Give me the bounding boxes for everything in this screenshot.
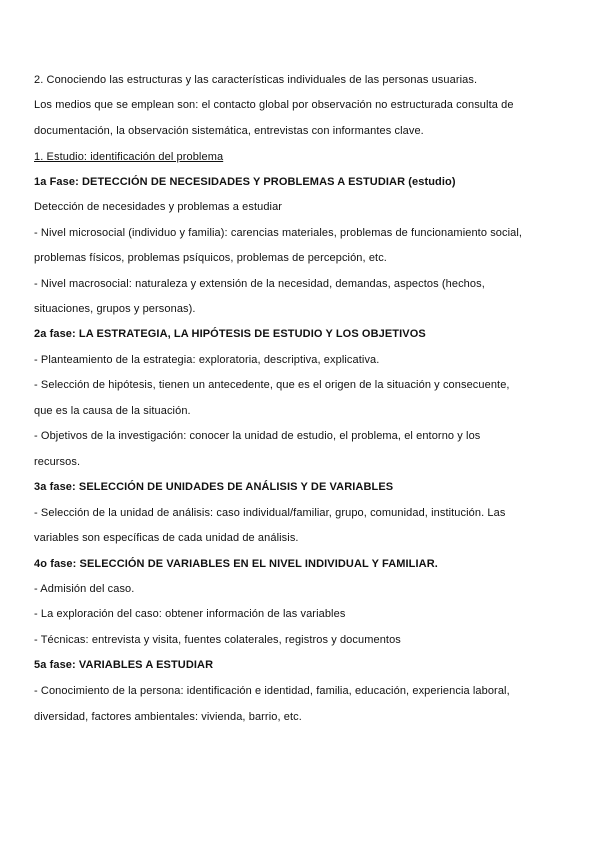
list-item: - Objetivos de la investigación: conocer la unidad de estudio, el problema, el entorno y los — [34, 430, 481, 442]
paragraph-line: recursos. — [34, 456, 81, 468]
phase-heading: 5a fase: VARIABLES A ESTUDIAR — [34, 659, 214, 671]
phase-heading: 2a fase: LA ESTRATEGIA, LA HIPÓTESIS DE ESTUDIO Y LOS OBJETIVOS — [34, 328, 426, 340]
list-item: - Selección de hipótesis, tienen un antecedente, que es el origen de la situación y consecuente, — [34, 379, 510, 391]
paragraph-line: diversidad, factores ambientales: vivienda, barrio, etc. — [34, 711, 302, 723]
list-item: - Admisión del caso. — [34, 583, 135, 595]
phase-heading: 4o fase: SELECCIÓN DE VARIABLES EN EL NIVEL INDIVIDUAL Y FAMILIAR. — [34, 558, 438, 570]
list-item: - Selección de la unidad de análisis: caso individual/familiar, grupo, comunidad, institución. Las — [34, 507, 506, 519]
paragraph-line: Detección de necesidades y problemas a estudiar — [34, 201, 283, 213]
paragraph-line: Los medios que se emplean son: el contacto global por observación no estructurada consulta de — [34, 99, 514, 111]
list-item: - Planteamiento de la estrategia: exploratoria, descriptiva, explicativa. — [34, 354, 380, 366]
paragraph-line: 2. Conociendo las estructuras y las características individuales de las personas usuarias. — [34, 74, 478, 86]
phase-heading: 3a fase: SELECCIÓN DE UNIDADES DE ANÁLISIS Y DE VARIABLES — [34, 481, 394, 493]
paragraph-line: situaciones, grupos y personas). — [34, 303, 196, 315]
list-item: - Nivel macrosocial: naturaleza y extensión de la necesidad, demandas, aspectos (hechos, — [34, 278, 485, 290]
paragraph-line: que es la causa de la situación. — [34, 405, 191, 417]
paragraph-line: variables son específicas de cada unidad de análisis. — [34, 532, 299, 544]
paragraph-line: documentación, la observación sistemática, entrevistas con informantes clave. — [34, 125, 424, 137]
section-title: 1. Estudio: identificación del problema — [34, 151, 224, 163]
paragraph-line: problemas físicos, problemas psíquicos, problemas de percepción, etc. — [34, 252, 387, 264]
list-item: - Técnicas: entrevista y visita, fuentes colaterales, registros y documentos — [34, 634, 401, 646]
phase-heading: 1a Fase: DETECCIÓN DE NECESIDADES Y PROBLEMAS A ESTUDIAR (estudio) — [34, 176, 456, 188]
list-item: - Conocimiento de la persona: identificación e identidad, familia, educación, experiencia laboral, — [34, 685, 510, 697]
list-item: - La exploración del caso: obtener información de las variables — [34, 608, 346, 620]
list-item: - Nivel microsocial (individuo y familia): carencias materiales, problemas de funcionamiento social, — [34, 227, 523, 239]
